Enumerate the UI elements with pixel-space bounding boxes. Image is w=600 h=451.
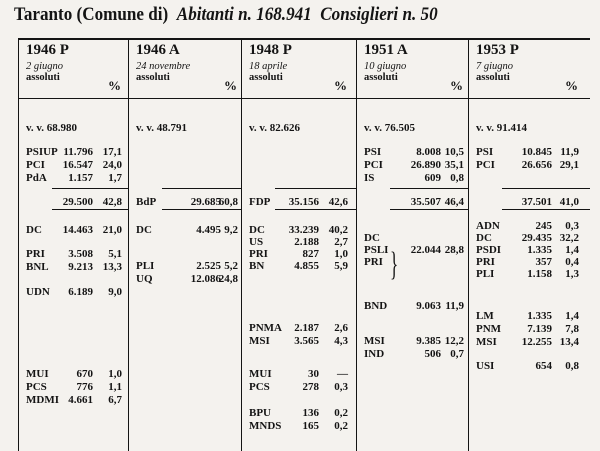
votes-percent: 42,8 [102, 196, 122, 208]
votes-absolute: 33.239 [288, 224, 319, 236]
election-column [18, 38, 128, 451]
party-row [18, 172, 128, 184]
votes-percent: 0,8 [450, 172, 464, 184]
party-row [356, 159, 468, 171]
votes-absolute: 16.547 [62, 159, 93, 171]
votes-absolute: 4.855 [294, 260, 319, 272]
party-row [468, 310, 590, 322]
votes-percent: 12,2 [444, 335, 464, 347]
votes-percent: 13,4 [559, 336, 579, 348]
document-title [14, 4, 438, 26]
party-name: PRI [364, 256, 383, 268]
votes-absolute: 4.495 [196, 224, 221, 236]
valid-votes: v. v. 82.626 [249, 122, 301, 134]
party-row [18, 368, 128, 380]
votes-absolute: 10.845 [521, 146, 552, 158]
party-row [468, 244, 590, 256]
votes-percent: 1,1 [108, 381, 122, 393]
election-date: 2 giugno [26, 61, 64, 72]
votes-percent: 0,2 [334, 420, 348, 432]
party-row [356, 256, 468, 268]
election-column [356, 38, 468, 451]
subtotal-rule [275, 188, 356, 189]
party-name: PCI [26, 159, 45, 171]
party-row [128, 273, 241, 285]
votes-percent: 1,0 [108, 368, 122, 380]
votes-percent: 5,1 [108, 248, 122, 260]
votes-absolute: 29.500 [62, 196, 93, 208]
party-name: PCS [249, 381, 270, 393]
party-name: LM [476, 310, 494, 322]
election-year: 1953 P [476, 42, 519, 58]
votes-percent: 2,6 [334, 322, 348, 334]
percent-label: % [450, 78, 463, 93]
votes-absolute: 1.335 [527, 310, 552, 322]
valid-votes: v. v. 68.980 [26, 122, 78, 134]
votes-absolute: 4.661 [68, 394, 93, 406]
election-date: 10 giugno [364, 61, 407, 72]
votes-absolute: 2.525 [196, 260, 221, 272]
election-date: 18 aprile [249, 61, 288, 72]
party-row [468, 159, 590, 171]
election-table [6, 38, 592, 451]
votes-absolute: 14.463 [62, 224, 93, 236]
votes-absolute: 12.086 [190, 273, 221, 285]
party-row [18, 261, 128, 273]
party-row [241, 420, 356, 432]
party-name: MUI [249, 368, 272, 380]
votes-percent: 21,0 [102, 224, 122, 236]
votes-absolute: 37.501 [521, 196, 552, 208]
party-row [128, 260, 241, 272]
votes-percent: 35,1 [444, 159, 464, 171]
votes-absolute: 136 [302, 407, 319, 419]
party-name: MSI [476, 336, 497, 348]
party-row [241, 260, 356, 272]
votes-percent: 1,4 [565, 244, 579, 256]
votes-absolute: 2.187 [294, 322, 319, 334]
party-name: BND [364, 300, 388, 312]
subtotal-rule [52, 188, 128, 189]
party-name: FDP [249, 196, 271, 208]
party-row [468, 360, 590, 372]
votes-percent: 4,3 [334, 335, 348, 347]
votes-absolute: 12.255 [521, 336, 552, 348]
votes-absolute: 776 [76, 381, 93, 393]
party-name: UQ [136, 273, 153, 285]
votes-percent: 10,5 [444, 146, 464, 158]
party-row [241, 248, 356, 260]
party-name: PRI [26, 248, 45, 260]
votes-percent: 60,8 [218, 196, 238, 208]
party-row [356, 335, 468, 347]
votes-absolute: 35.156 [288, 196, 319, 208]
votes-absolute: 3.565 [294, 335, 319, 347]
votes-absolute: 9.385 [416, 335, 441, 347]
votes-absolute: 245 [535, 220, 552, 232]
party-name: PdA [26, 172, 47, 184]
votes-percent: 11,9 [445, 300, 464, 312]
party-row [241, 407, 356, 419]
votes-absolute: 165 [302, 420, 319, 432]
subtotal-rule [162, 188, 241, 189]
votes-absolute: 609 [424, 172, 441, 184]
party-name: PCI [364, 159, 383, 171]
percent-label: % [565, 78, 578, 93]
party-row [241, 224, 356, 236]
votes-percent: 46,4 [444, 196, 464, 208]
party-row [468, 220, 590, 232]
votes-absolute: 26.890 [410, 159, 441, 171]
subtotal-row [356, 196, 468, 208]
election-year: 1951 A [364, 42, 408, 58]
party-row [241, 368, 356, 380]
election-column [128, 38, 241, 451]
votes-absolute: 9.213 [68, 261, 93, 273]
party-name: BN [249, 260, 265, 272]
election-column [241, 38, 356, 451]
party-name: MUI [26, 368, 49, 380]
subtotal-row [468, 196, 590, 208]
party-row [468, 232, 590, 244]
assoluti-label: assoluti [249, 72, 283, 83]
votes-percent: 41,0 [559, 196, 579, 208]
party-name: PSI [364, 146, 382, 158]
votes-percent: 0,4 [565, 256, 579, 268]
votes-absolute: 357 [535, 256, 552, 268]
party-name: US [249, 236, 264, 248]
subtotal-row [18, 196, 128, 208]
votes-percent: 9,0 [108, 286, 122, 298]
votes-absolute: 30 [308, 368, 319, 380]
votes-absolute: 29.685 [190, 196, 221, 208]
votes-percent: 24,8 [218, 273, 238, 285]
party-name: IS [364, 172, 375, 184]
party-name: PCS [26, 381, 47, 393]
party-name: UDN [26, 286, 50, 298]
party-row [241, 196, 356, 208]
party-name: BdP [136, 196, 157, 208]
subtotal-rule [162, 209, 241, 210]
party-name: USI [476, 360, 495, 372]
title-abitanti: Abitanti n. 168.941 [176, 4, 312, 25]
party-name: PNMA [249, 322, 282, 334]
votes-percent: 1,7 [108, 172, 122, 184]
votes-percent: 7,8 [565, 323, 579, 335]
party-row [468, 336, 590, 348]
assoluti-label: assoluti [476, 72, 510, 83]
party-name: MNDS [249, 420, 282, 432]
votes-absolute: 1.335 [527, 244, 552, 256]
party-name: PLI [476, 268, 495, 280]
election-date: 24 novembre [136, 61, 191, 72]
party-name: PRI [249, 248, 268, 260]
group-votes-absolute: 22.044 [410, 244, 441, 256]
votes-absolute: 278 [302, 381, 319, 393]
votes-absolute: 827 [302, 248, 319, 260]
party-row [356, 146, 468, 158]
votes-percent: 32,2 [559, 232, 579, 244]
votes-percent: 17,1 [102, 146, 122, 158]
party-row [468, 268, 590, 280]
votes-absolute: 9.063 [416, 300, 441, 312]
party-row [241, 236, 356, 248]
party-name: IND [364, 348, 385, 360]
votes-absolute: 26.656 [521, 159, 552, 171]
votes-percent: 1,4 [565, 310, 579, 322]
subtotal-rule [390, 209, 468, 210]
election-year: 1946 A [136, 42, 180, 58]
subtotal-rule [502, 188, 590, 189]
subtotal-rule [275, 209, 356, 210]
votes-percent: 0,7 [450, 348, 464, 360]
assoluti-label: assoluti [26, 72, 60, 83]
votes-percent: 29,1 [559, 159, 579, 171]
party-name: PSIUP [26, 146, 58, 158]
votes-percent: 2,7 [334, 236, 348, 248]
party-name: PSLI [364, 244, 389, 256]
votes-absolute: 2.188 [294, 236, 319, 248]
votes-absolute: 8.008 [416, 146, 441, 158]
party-name: DC [249, 224, 265, 236]
votes-percent: — [337, 368, 348, 380]
party-row [356, 300, 468, 312]
subtotal-rule [502, 209, 590, 210]
party-row [356, 172, 468, 184]
votes-absolute: 35.507 [410, 196, 441, 208]
votes-percent: 0,2 [334, 407, 348, 419]
title-place: Taranto (Comune di) [14, 4, 169, 25]
votes-absolute: 506 [424, 348, 441, 360]
party-name: MSI [364, 335, 385, 347]
votes-percent: 5,2 [224, 260, 238, 272]
votes-percent: 1,0 [334, 248, 348, 260]
valid-votes: v. v. 76.505 [364, 122, 416, 134]
valid-votes: v. v. 48.791 [136, 122, 188, 134]
votes-percent: 11,9 [560, 146, 579, 158]
party-row [18, 248, 128, 260]
party-row [18, 394, 128, 406]
votes-percent: 9,2 [224, 224, 238, 236]
assoluti-label: assoluti [364, 72, 398, 83]
election-year: 1946 P [26, 42, 69, 58]
party-row [241, 335, 356, 347]
party-row [128, 196, 241, 208]
percent-label: % [334, 78, 347, 93]
party-row [18, 224, 128, 236]
votes-percent: 5,9 [334, 260, 348, 272]
party-name: BNL [26, 261, 49, 273]
party-name: DC [136, 224, 152, 236]
votes-percent: 40,2 [328, 224, 348, 236]
title-consiglieri: Consiglieri n. 50 [320, 4, 438, 25]
party-name: PSDI [476, 244, 502, 256]
party-name: DC [26, 224, 42, 236]
party-row [18, 381, 128, 393]
votes-percent: 6,7 [108, 394, 122, 406]
subtotal-rule [390, 188, 468, 189]
votes-absolute: 7.139 [527, 323, 552, 335]
percent-label: % [224, 78, 237, 93]
votes-percent: 0,3 [565, 220, 579, 232]
votes-absolute: 3.508 [68, 248, 93, 260]
party-row [356, 232, 468, 244]
party-row [18, 159, 128, 171]
party-name: MDMI [26, 394, 59, 406]
party-row [241, 322, 356, 334]
assoluti-label: assoluti [136, 72, 170, 83]
votes-absolute: 29.435 [521, 232, 552, 244]
votes-percent: 24,0 [102, 159, 122, 171]
party-row [468, 146, 590, 158]
party-row [356, 348, 468, 360]
party-row [128, 224, 241, 236]
votes-percent: 0,8 [565, 360, 579, 372]
votes-absolute: 670 [76, 368, 93, 380]
votes-absolute: 654 [535, 360, 552, 372]
party-row [468, 256, 590, 268]
party-name: PLI [136, 260, 155, 272]
votes-percent: 13,3 [102, 261, 122, 273]
votes-absolute: 11.796 [63, 146, 93, 158]
subtotal-rule [52, 209, 128, 210]
party-name: DC [364, 232, 380, 244]
valid-votes: v. v. 91.414 [476, 122, 528, 134]
election-date: 7 giugno [476, 61, 514, 72]
party-row [468, 323, 590, 335]
votes-percent: 42,6 [328, 196, 348, 208]
brace-icon: } [390, 246, 399, 283]
party-row [18, 146, 128, 158]
party-name: PSI [476, 146, 494, 158]
party-name: PCI [476, 159, 495, 171]
party-name: BPU [249, 407, 271, 419]
votes-percent: 0,3 [334, 381, 348, 393]
party-name: ADN [476, 220, 500, 232]
votes-absolute: 1.157 [68, 172, 93, 184]
votes-absolute: 1.158 [527, 268, 552, 280]
group-votes-percent: 28,8 [444, 244, 464, 256]
party-name: PNM [476, 323, 502, 335]
party-row [18, 286, 128, 298]
percent-label: % [108, 78, 121, 93]
votes-absolute: 6.189 [68, 286, 93, 298]
party-name: DC [476, 232, 492, 244]
election-column [468, 38, 590, 451]
party-name: PRI [476, 256, 495, 268]
party-name: MSI [249, 335, 270, 347]
election-year: 1948 P [249, 42, 292, 58]
party-row [241, 381, 356, 393]
votes-percent: 1,3 [565, 268, 579, 280]
